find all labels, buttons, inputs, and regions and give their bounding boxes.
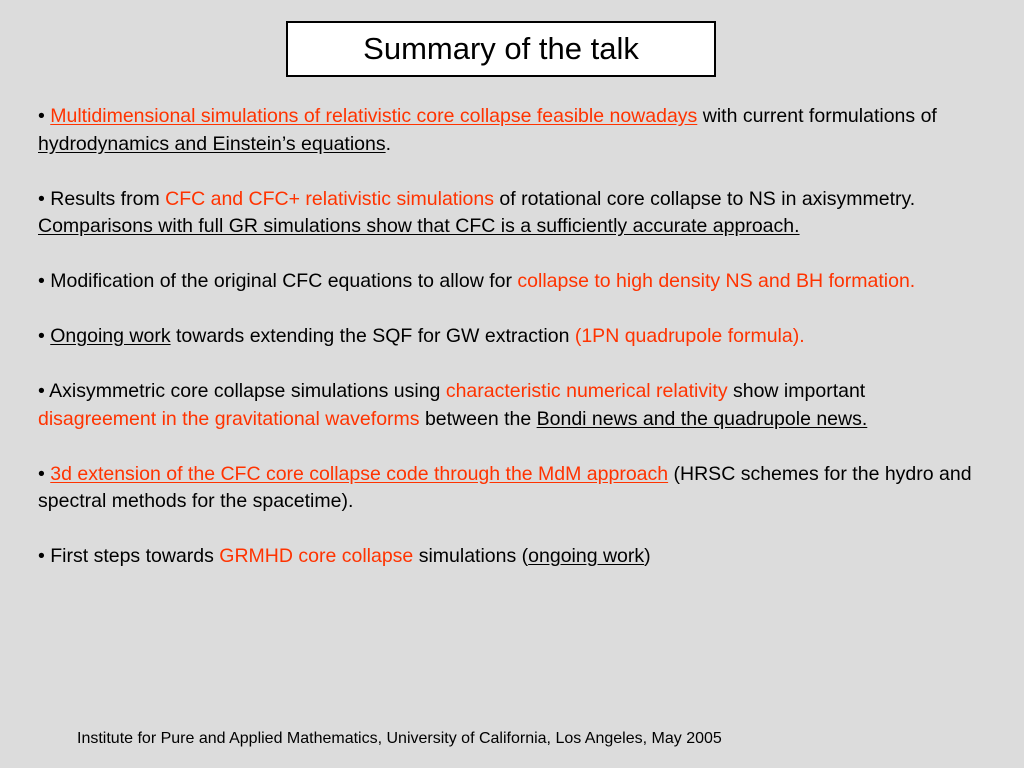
text-segment: . (385, 132, 392, 155)
text-segment: simulations ( (413, 545, 529, 567)
slide-title: Summary of the talk (363, 31, 639, 66)
text-segment: • Results from (38, 187, 166, 210)
footer-credit: Institute for Pure and Applied Mathematics, University of California, Los Angeles, May 2005 (77, 730, 722, 747)
highlight-segment: Multidimensional simulations of relativistic core collapse feasible nowadays (50, 105, 698, 127)
bullet-item (38, 378, 988, 433)
highlight-segment: GRMHD core collapse (219, 545, 414, 567)
text-segment: (HRSC schemes for the hydro and spectral methods for the spacetime). (38, 462, 972, 512)
bullet-list (38, 103, 988, 571)
text-segment: • (38, 325, 51, 347)
underlined-segment: Comparisons with full GR simulations show that CFC is a sufficiently accurate approach. (38, 215, 800, 237)
bullet-item (38, 543, 988, 571)
title-box (286, 21, 716, 77)
text-segment: • Modification of the original CFC equations to allow for (38, 270, 518, 292)
underlined-segment: hydrodynamics and Einstein’s equations (38, 132, 386, 155)
highlight-segment: CFC and CFC+ relativistic simulations (165, 187, 494, 210)
text-segment: show important (727, 380, 866, 402)
text-segment: with current formulations of (697, 105, 937, 127)
text-segment: between the (419, 407, 537, 430)
highlight-segment: collapse to high density NS and BH formation. (517, 270, 916, 292)
highlight-segment: 3d extension of the CFC core collapse code through the MdM approach (50, 462, 669, 485)
text-segment: of rotational core collapse to NS in axisymmetry. (494, 187, 916, 210)
bullet-item (38, 268, 988, 296)
bullet-item (38, 323, 988, 351)
text-segment: • (38, 105, 51, 127)
highlight-segment: characteristic numerical relativity (445, 380, 728, 402)
underlined-segment: ongoing work (528, 545, 645, 567)
bullet-item (38, 103, 988, 158)
text-segment: towards extending the SQF for GW extraction (170, 325, 575, 347)
bullet-item (38, 461, 988, 516)
text-segment: • (38, 462, 51, 485)
text-segment: • First steps towards (38, 545, 220, 567)
highlight-segment: (1PN quadrupole formula). (574, 325, 805, 347)
text-segment: ) (644, 545, 651, 567)
bullet-item (38, 186, 988, 241)
text-segment: • Axisymmetric core collapse simulations using (38, 380, 446, 402)
highlight-segment: disagreement in the gravitational waveforms (38, 407, 420, 430)
underlined-segment: Bondi news and the quadrupole news. (536, 407, 868, 430)
underlined-segment: Ongoing work (50, 325, 171, 347)
